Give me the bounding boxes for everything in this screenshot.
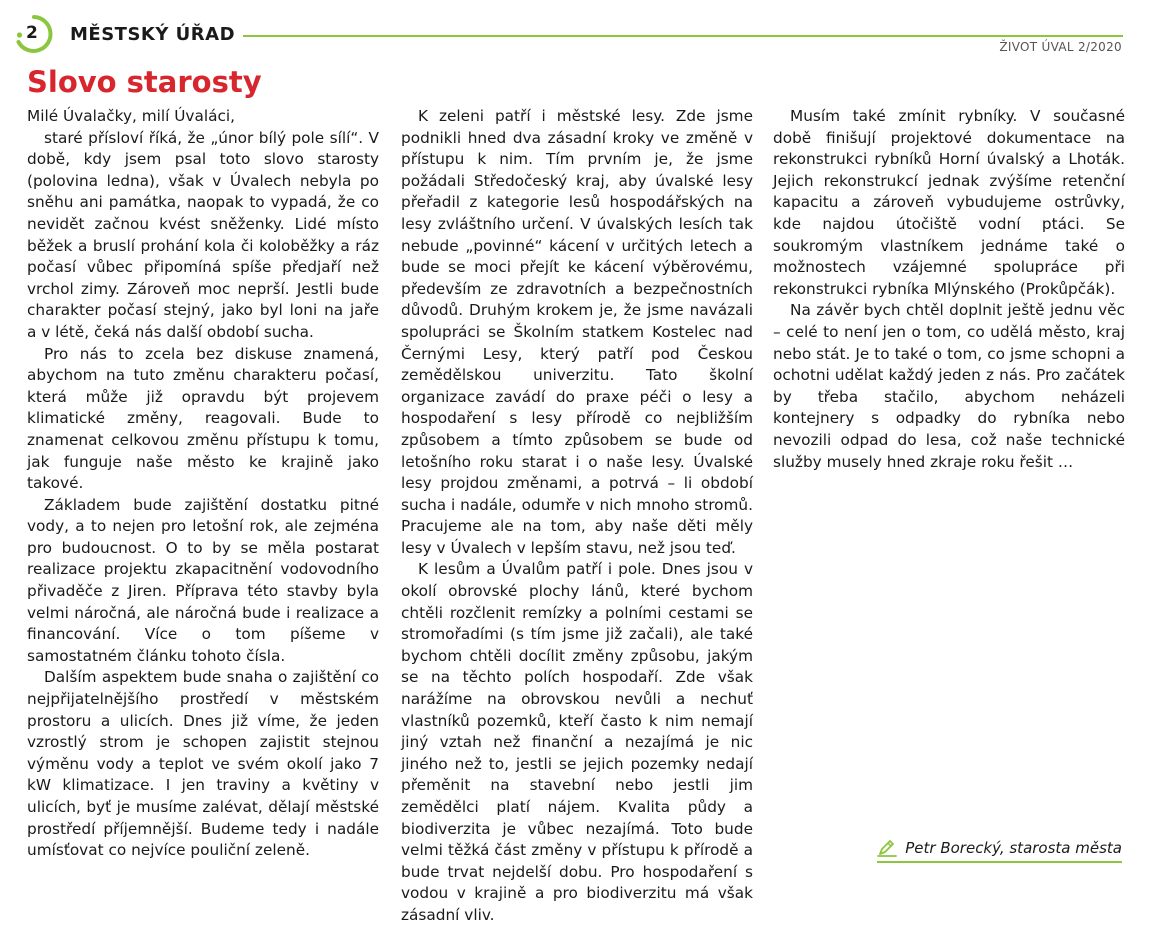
- article-paragraph: staré přísloví říká, že „únor bílý pole sílí“. V době, kdy jsem psal toto slovo starosty (polovina ledna), však v Úvalech nebyla po sněhu ani památka, naopak to vypadá, že co nevidět začnou kvést sněženky. Lidé místo běžek a bruslí prohání kola či koloběžky a ráz počasí vůbec připomíná spíše předjaří než vrchol zimy. Zároveň moc neprší. Jestli bude charakter počasí stejný, jako byl loni na jaře a v létě, čeká nás další období sucha.: [27, 128, 379, 341]
- pen-icon: [877, 839, 897, 857]
- article-paragraph: K zeleni patří i městské lesy. Zde jsme podnikli hned dva zásadní kroky ve změně v přístupu k nim. Tím prvním je, že jsme požádali Středočeský kraj, aby úvalské lesy přeřadil z kategorie lesů hospodářských na lesy zvláštního určení. V úvalských lesích tak nebude „povinné“ kácení v určitých letech a bude se moci přejít ke kácení výběrovému, především ze zdravotních a bezpečnostních důvodů. Druhým krokem je, že jsme navázali spolupráci se Školním statkem Kostelec nad Černými Lesy, který patří pod Českou zemědělskou univerzitu. Tato školní organizace zavádí do praxe péči o lesy a hospodaření s lesy přírodě co nejbližším způsobem a tímto způsobem se bude od letošního roku starat i o naše lesy. Úvalské lesy projdou změnami, a potrvá – li období sucha i nadále, odumře v nich mnoho stromů. Pracujeme ale na tom, aby naše děti měly lesy v Úvalech v lepším stavu, než jsou teď.: [401, 107, 753, 557]
- section-title: MĚSTSKÝ ÚŘAD: [70, 24, 236, 45]
- signature-text: Petr Borecký, starosta města: [905, 839, 1122, 857]
- article-salutation: Milé Úvalačky, milí Úvaláci,: [27, 107, 236, 125]
- article-column-2: [401, 106, 753, 924]
- article-paragraph: K lesům a Úvalům patří i pole. Dnes jsou v okolí obrovské plochy lánů, které bychom chtěli rozčlenit remízky a polními cestami se stromořadími (s tím jsme již začali), ale také bychom chtěli docílit změny způsobu, jakým se na těchto polích hospodaří. Zde však narážíme na obrovskou nevůli a nechuť vlastníků pozemků, kteří často k nim nemají jiný vztah než finanční a nezajímá je nic jiného než to, jestli se jejich pozemky nedají přeměnit na stavební nebo jestli jim zemědělci platí nájem. Kvalita půdy a biodiverzita je vůbec nezajímá. Toto bude velmi těžká část změny v přístupu k přírodě a bude trvat nejdelší dobu. Pro hospodaření s vodou v krajině a pro biodiverzitu má však zásadní vliv.: [401, 560, 753, 924]
- article-paragraph: Pro nás to zcela bez diskuse znamená, abychom na tuto změnu charakteru počasí, která může již opravdu být projevem klimatické změny, reagovali. Bude to znamenat celkovou změnu přístupu k tomu, jak funguje naše město ke krajině jako takové.: [27, 344, 379, 493]
- article-title: Slovo starosty: [27, 65, 262, 99]
- article-signature: [877, 836, 1122, 863]
- header-divider: [243, 35, 1123, 37]
- article-paragraph: Musím také zmínit rybníky. V současné době finišují projektové dokumentace na rekonstrukci rybníků Horní úvalský a Lhoták. Jejich rekonstrukcí jednak zvýšíme retenční kapacitu a zároveň vybudujeme ostrůvky, kde najdou útočiště vodní ptáci. Se soukromým vlastníkem jednáme také o možnostech vzájemné spolupráce při rekonstrukci rybníka Mlýnského (Prokůpčák).: [773, 107, 1125, 298]
- page-number: 2: [26, 23, 38, 43]
- article-column-3: [773, 106, 1125, 866]
- page-header: [0, 0, 1153, 60]
- article-column-1: [27, 106, 379, 866]
- article-paragraph: Základem bude zajištění dostatku pitné vody, a to nejen pro letošní rok, ale zejména pro budoucnost. O to by se měla postarat realizace projektu zkapacitnění vodovodního přivaděče z Jiren. Příprava této stavby byla velmi náročná, ale náročná bude i realizace a financování. Více o tom píšeme v samostatném článku tohoto čísla.: [27, 495, 379, 665]
- article-paragraph: Na závěr bych chtěl doplnit ještě jednu věc – celé to není jen o tom, co udělá město, kraj nebo stát. Je to také o tom, co jsme schopni a ochotni udělat každý jeden z nás. Pro začátek by třeba stačilo, abychom neházeli kontejnery s odpadky do rybníka nebo nevozili odpad do lesa, což naše technické služby musely hned zkraje roku řešit …: [773, 301, 1125, 471]
- article-paragraph: Dalším aspektem bude snaha o zajištění co nejpřijatelnějšího prostředí v městském prostoru a ulicích. Dnes již víme, že jeden vzrostlý strom je schopen zajistit stejnou výměnu vody a teplot ve svém okolí jako 7 kW klimatizace. I jen traviny a květiny v ulicích, byť je musíme zalévat, dělají městské prostředí příjemnější. Budeme tedy i nadále umísťovat co nejvíce pouliční zeleně.: [27, 668, 379, 860]
- issue-label: ŽIVOT ÚVAL 2/2020: [999, 40, 1122, 54]
